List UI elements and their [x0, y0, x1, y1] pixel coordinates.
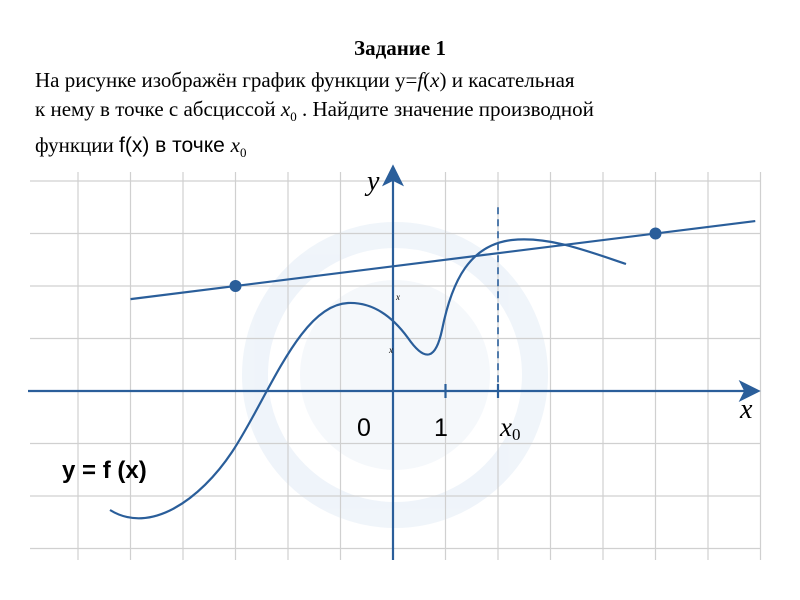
tangent-marked-point [230, 280, 242, 292]
x0-subscript: 0 [290, 109, 297, 124]
watermark [255, 235, 535, 515]
tick-label-one: 1 [434, 414, 448, 442]
statement-text: функции [35, 133, 119, 157]
inner-label-upper: x [396, 292, 400, 302]
tangent-marked-point [650, 228, 662, 240]
statement-text: ) и касательная [439, 68, 575, 92]
y-axis-label: y [367, 166, 380, 197]
variable-symbol: x [430, 68, 440, 92]
statement-text: к нему в точке с абсциссой [35, 97, 281, 121]
x-axis-label: x [740, 394, 753, 425]
function-label: y = f (x) [62, 457, 147, 484]
tick-label-origin: 0 [357, 414, 371, 442]
statement-text: На рисунке изображён график функции y= [35, 68, 418, 92]
x0-subscript: 0 [239, 145, 247, 160]
x0-symbol: x [280, 97, 291, 121]
task-title: Задание 1 [354, 36, 446, 60]
statement-text: . Найдите значение производной [296, 97, 594, 121]
tick-label-x0: x0 [500, 412, 521, 444]
x0-symbol: x [230, 133, 240, 157]
function-symbol: f [417, 68, 424, 92]
inner-label-lower: x [389, 345, 393, 355]
function-notation: f(x) [119, 134, 150, 157]
statement-text: в точке [149, 134, 231, 157]
statement-text: ( [423, 68, 431, 92]
